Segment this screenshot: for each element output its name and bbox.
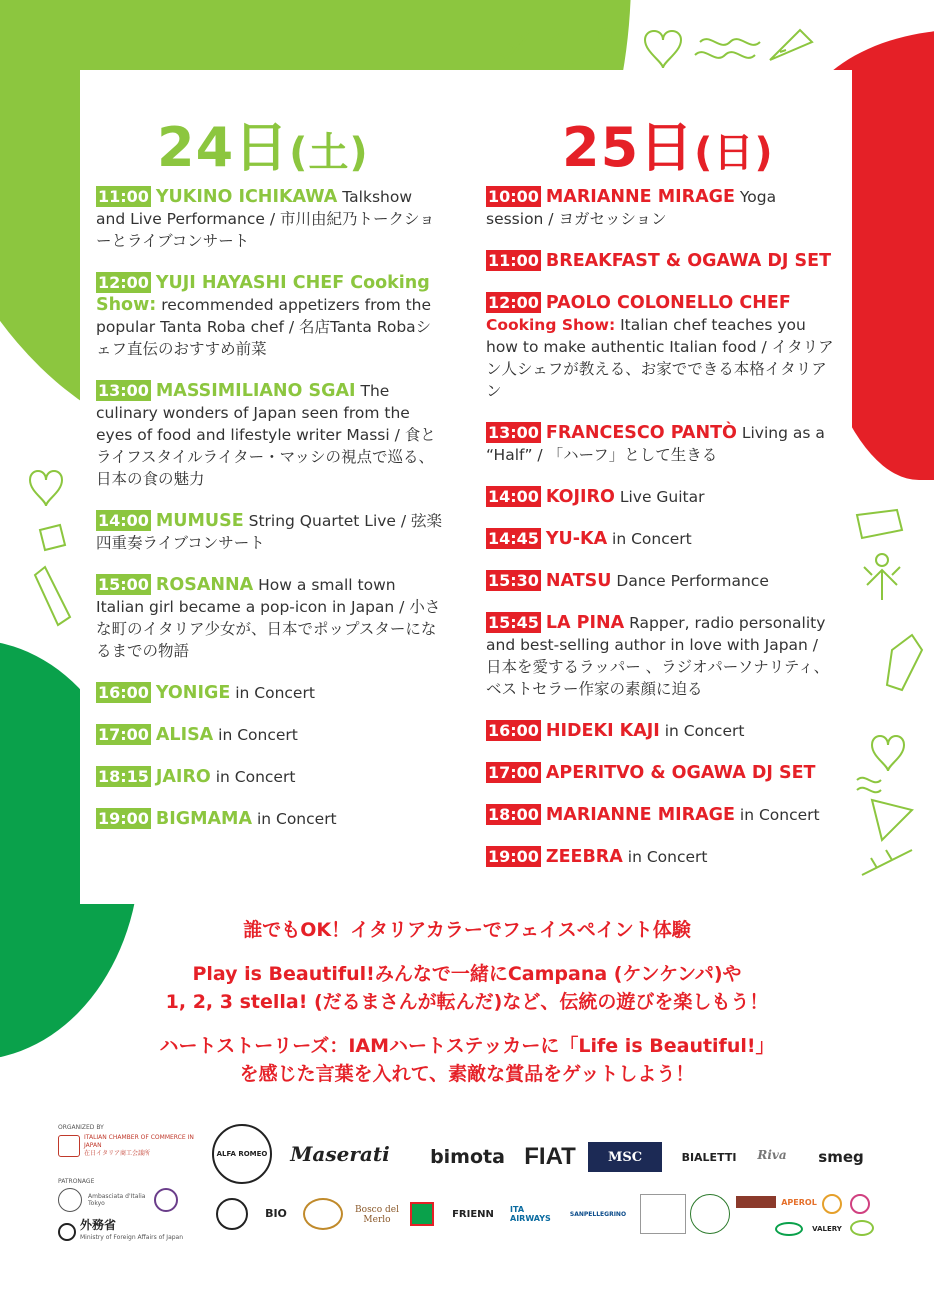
entry-time: 13:00 <box>98 381 149 400</box>
ita-airways-logo: ITA AIRWAYS <box>510 1205 551 1223</box>
frienn-logo: FRIENN <box>452 1208 494 1220</box>
entry-name: BIGMAMA <box>155 809 253 829</box>
schedule-entry <box>96 808 446 830</box>
entry-name: YUKINO ICHIKAWA <box>155 187 338 207</box>
sunday-date: 25 <box>562 116 640 179</box>
flag-logo <box>410 1202 434 1226</box>
acqua-logo <box>640 1194 686 1234</box>
heart-stories-line1: ハートストーリーズ：IAMハートステッカーに「Life is Beautiful!」 <box>159 1035 775 1057</box>
schedule-entry <box>486 422 836 466</box>
round-logo <box>822 1194 842 1214</box>
bosco-del-merlo-logo: Bosco del Merlo <box>355 1205 399 1225</box>
entry-name: MUMUSE <box>155 511 244 531</box>
mofa-logo <box>58 1220 183 1243</box>
green-oval-logo <box>775 1222 803 1236</box>
entry-time: 11:00 <box>98 187 149 206</box>
schedule-entry <box>486 250 836 272</box>
face-paint-notice: 誰でもOK！イタリアカラーでフェイスペイント体験 <box>243 919 691 941</box>
embassy-seal-icon <box>58 1188 82 1212</box>
schedule-entry <box>486 528 836 550</box>
schedule-entry <box>486 570 836 592</box>
entry-time: 16:00 <box>488 721 539 740</box>
schedule-entry <box>486 186 836 230</box>
entry-time: 15:00 <box>98 575 149 594</box>
heart-stories-line2: を感じた言葉を入れて、素敵な賞品をゲットしよう！ <box>239 1063 695 1085</box>
chamber-icon <box>58 1135 80 1157</box>
maserati-logo: Maserati <box>290 1142 390 1166</box>
entry-desc: How a small town Italian girl became a pop-icon in Japan / 小さな町のイタリア少女が、日本でポップスターになるまでの物語 <box>96 576 441 660</box>
schedule-entry <box>96 682 446 704</box>
entry-desc: Talkshow and Live Performance / 市川由紀乃トークショーとライブコンサート <box>96 188 435 250</box>
schedule-entry <box>96 510 446 554</box>
entry-desc: in Concert <box>210 768 296 786</box>
entry-name: ZEEBRA <box>545 847 623 867</box>
mofa-name-en: Ministry of Foreign Affairs of Japan <box>80 1234 184 1241</box>
riva-logo: Riva <box>757 1148 787 1162</box>
sunday-schedule <box>486 186 836 888</box>
pink-logo <box>850 1194 870 1214</box>
alfa-romeo-logo: ALFA ROMEO <box>212 1124 272 1184</box>
entry-time: 12:00 <box>98 273 149 292</box>
mofa-name-jp: 外務省 <box>80 1218 117 1232</box>
entry-name: LA PINA <box>545 613 625 633</box>
entry-desc: Living as a “Half” / 「ハーフ」として生きる <box>486 424 825 464</box>
entry-time: 15:45 <box>488 613 539 632</box>
sunday-day-char: 日 <box>639 116 695 179</box>
entry-desc: recommended appetizers from the popular Tanta Roba chef / 名店Tanta Robaシェフ直伝のおすすめ前菜 <box>96 296 432 358</box>
entry-name: YONIGE <box>155 683 231 703</box>
entry-name: YUJI HAYASHI CHEF Cooking Show: <box>96 273 430 315</box>
entry-name: APERITVO & OGAWA DJ SET <box>545 763 816 783</box>
entry-time: 17:00 <box>98 725 149 744</box>
schedule-entry <box>96 380 446 490</box>
decorative-right-icons <box>852 500 934 880</box>
entry-time: 14:00 <box>488 487 539 506</box>
schedule-entry <box>486 762 836 784</box>
schedule-entry <box>96 574 446 662</box>
sunday-weekday: (日) <box>694 130 774 176</box>
entry-desc: in Concert <box>252 810 337 828</box>
beer-logo <box>303 1198 343 1230</box>
entry-name: KOJIRO <box>545 487 615 507</box>
chamber-name-en: ITALIAN CHAMBER OF COMMERCE IN JAPAN <box>84 1134 194 1149</box>
entry-time: 14:00 <box>98 511 149 530</box>
msc-logo: MSC <box>588 1142 662 1172</box>
sanpellegrino-logo: SANPELLEGRINO <box>569 1210 627 1218</box>
entry-time: 10:00 <box>488 187 539 206</box>
bialetti-logo: BIALETTI <box>681 1150 737 1164</box>
entry-name: HIDEKI KAJI <box>545 721 660 741</box>
entry-name: YU-KA <box>545 529 608 549</box>
bimota-logo: bimota <box>430 1146 505 1168</box>
schedule-entry <box>486 292 836 402</box>
entry-time: 11:00 <box>488 251 539 270</box>
games-notice-line2: 1, 2, 3 stella! (だるまさんが転んだ)など、伝統の遊びを楽しもう！ <box>165 991 769 1013</box>
aperol-logo: APEROL <box>781 1197 817 1207</box>
entry-name: ROSANNA <box>155 575 254 595</box>
entry-time: 19:00 <box>98 809 149 828</box>
schedule-entry <box>96 766 446 788</box>
entry-desc: Italian chef teaches you how to make authentic Italian food / イタリアン人シェフが教える、お家でできる本格イタリアン <box>486 316 834 400</box>
entry-time: 12:00 <box>488 293 539 312</box>
embassy-name: Ambasciata d'Italia Tokyo <box>88 1193 146 1207</box>
entry-desc: in Concert <box>230 684 315 702</box>
entry-time: 17:00 <box>488 763 539 782</box>
sunday-heading <box>562 105 774 182</box>
chamber-logo <box>58 1134 194 1158</box>
schedule-entry <box>486 804 836 826</box>
bio-logo: BIO <box>265 1206 287 1220</box>
schedule-entry <box>96 186 446 252</box>
saturday-heading <box>157 105 369 182</box>
entry-desc: Rapper, radio personality and best-selling author in love with Japan / 日本を愛するラッパー 、ラジオパーソナリティ、ベストセラー作家の素顔に迫る <box>486 614 830 698</box>
entry-desc: in Concert <box>622 848 708 866</box>
entry-desc: The culinary wonders of Japan seen from the eyes of food and lifestyle writer Massi / 食とライフスタイルライター・マッシの視点で巡る、日本の食の魅力 <box>96 382 436 488</box>
entry-desc: in Concert <box>213 726 298 744</box>
entry-name: NATSU <box>545 571 612 591</box>
entry-time: 18:00 <box>488 805 539 824</box>
entry-name: PAOLO COLONELLO CHEF <box>545 293 791 313</box>
entry-time: 13:00 <box>488 423 539 442</box>
entry-desc: Live Guitar <box>614 488 705 506</box>
mofa-seal-icon <box>58 1223 76 1241</box>
schedule-entry <box>96 272 446 360</box>
schedule-entry <box>486 720 836 742</box>
purple-seal-icon <box>154 1188 178 1212</box>
entry-desc: in Concert <box>734 806 820 824</box>
saturday-weekday: (土) <box>289 130 369 176</box>
schedule-entry <box>486 846 836 868</box>
entry-time: 16:00 <box>98 683 149 702</box>
horse-logo <box>216 1198 248 1230</box>
embassy-logo <box>58 1188 178 1212</box>
entry-name: FRANCESCO PANTÒ <box>545 423 737 443</box>
entry-name: MARIANNE MIRAGE <box>545 805 735 825</box>
schedule-entry <box>96 724 446 746</box>
light-green-logo <box>850 1220 874 1236</box>
saturday-schedule <box>96 186 446 850</box>
entry-name: JAIRO <box>155 767 211 787</box>
saturday-date: 24 <box>157 116 235 179</box>
entry-desc: Dance Performance <box>611 572 769 590</box>
schedule-entry <box>486 612 836 700</box>
entry-desc: in Concert <box>607 530 692 548</box>
decorative-food-icons <box>490 20 820 75</box>
mangiare-logo <box>690 1194 730 1234</box>
games-notice-line1: Play is Beautiful!みんなで一緒にCampana (ケンケンパ)や <box>192 963 742 985</box>
entry-subtitle: Cooking Show: <box>486 316 616 334</box>
entry-time: 14:45 <box>488 529 539 548</box>
smeg-logo: smeg <box>818 1148 864 1166</box>
entry-name: MARIANNE MIRAGE <box>545 187 735 207</box>
entry-desc: in Concert <box>659 722 745 740</box>
valery-logo: VALERY <box>812 1225 842 1233</box>
entry-time: 19:00 <box>488 847 539 866</box>
decorative-left-icons <box>0 400 80 640</box>
entry-name: MASSIMILIANO SGAI <box>155 381 356 401</box>
entry-desc: String Quartet Live / 弦楽四重奏ライブコンサート <box>96 512 443 552</box>
fiat-logo: FIAT <box>524 1143 576 1170</box>
schedule-entry <box>486 486 836 508</box>
entry-name: BREAKFAST & OGAWA DJ SET <box>545 251 832 271</box>
entry-time: 15:30 <box>488 571 539 590</box>
organized-by-label: ORGANIZED BY <box>58 1124 104 1131</box>
patronage-label: PATRONAGE <box>58 1178 95 1185</box>
saturday-day-char: 日 <box>234 116 290 179</box>
entry-name: ALISA <box>155 725 214 745</box>
entry-desc: Yoga session / ヨガセッション <box>486 188 777 228</box>
entry-time: 18:15 <box>98 767 149 786</box>
chamber-name-jp: 在日イタリア商工会議所 <box>84 1150 151 1157</box>
brown-label-logo <box>736 1196 776 1208</box>
